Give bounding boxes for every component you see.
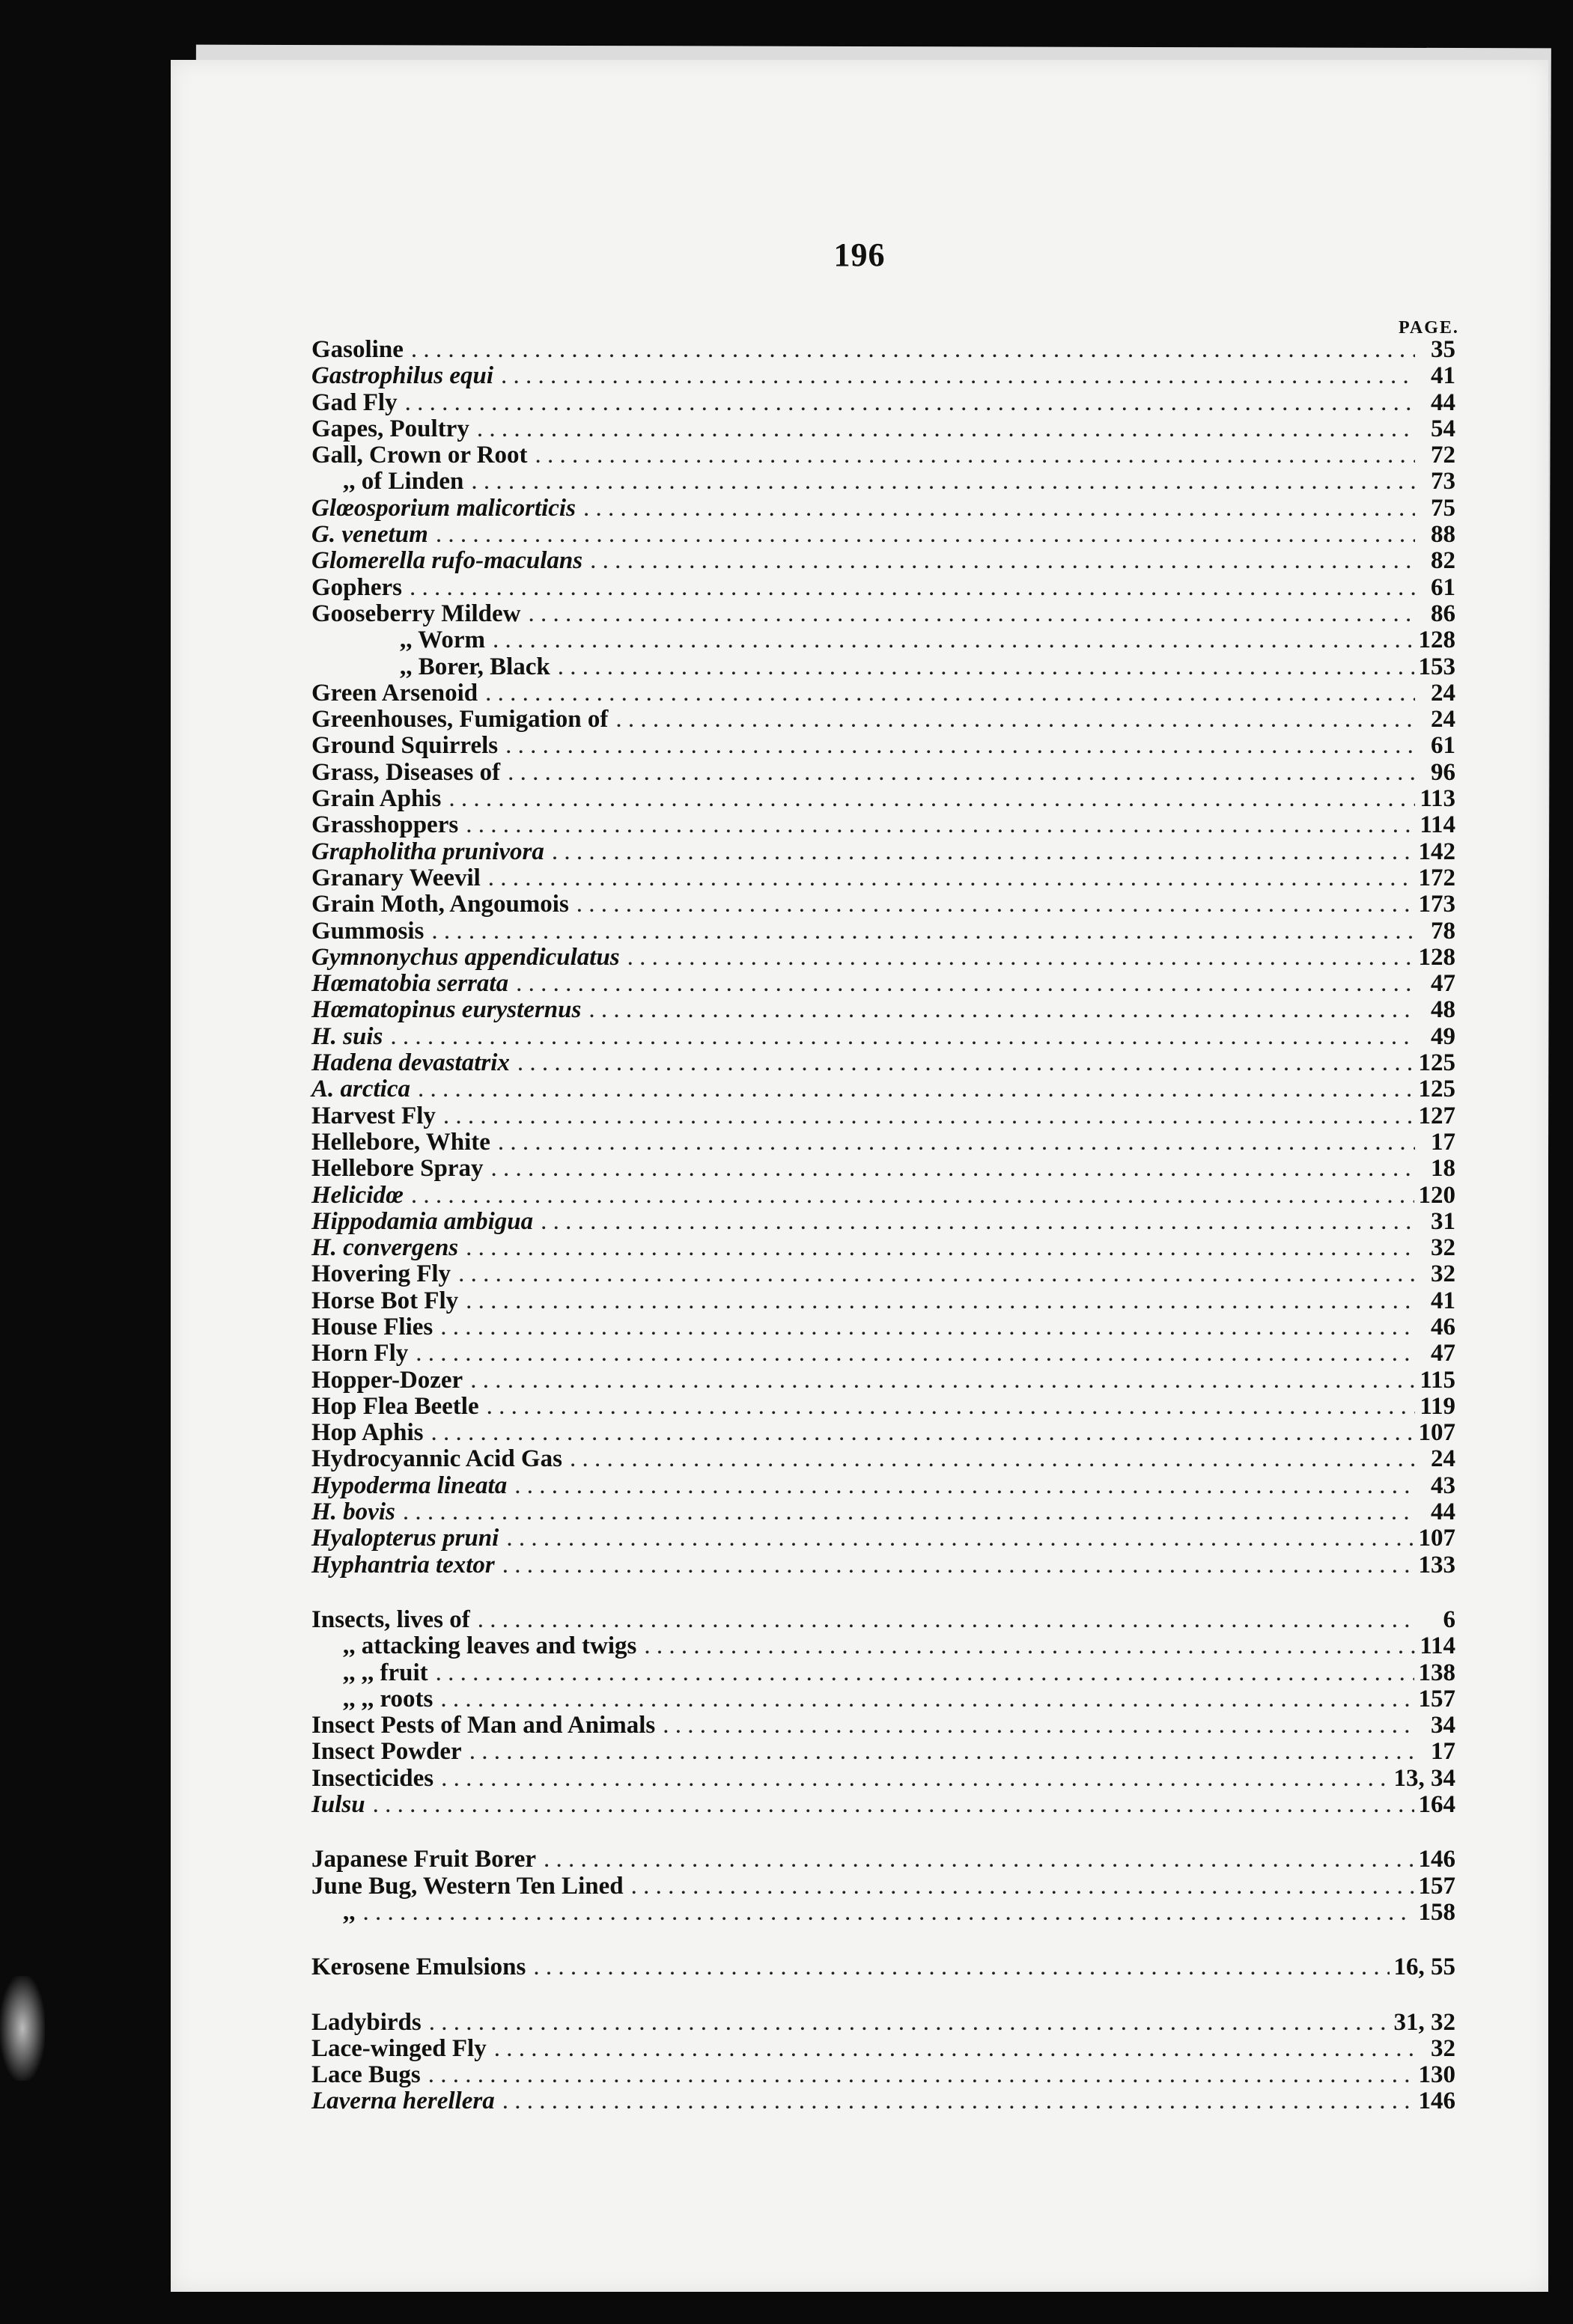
dot-leader <box>588 997 1415 1023</box>
index-entry <box>311 1900 1455 1926</box>
index-page-ref: 47 <box>1431 1340 1455 1367</box>
index-page-ref: 107 <box>1418 1419 1455 1447</box>
index-page-ref: 133 <box>1418 1551 1455 1579</box>
index-page-ref: 54 <box>1431 415 1455 442</box>
index-term: Horn Fly <box>311 1340 409 1367</box>
index-entry <box>311 1954 1455 1980</box>
dot-leader <box>505 733 1415 759</box>
dot-leader <box>428 2062 1414 2088</box>
dot-leader <box>590 548 1415 574</box>
index-page-ref: 24 <box>1431 1445 1455 1473</box>
index-entry <box>311 918 1455 945</box>
index-term: Insects, lives of <box>311 1605 470 1633</box>
index-entry <box>311 601 1455 627</box>
index-page-ref: 120 <box>1418 1181 1455 1209</box>
index-term: Hyphantria textor <box>311 1551 495 1579</box>
index-term: G. venetum <box>311 521 428 549</box>
index-page-ref: 49 <box>1431 1022 1455 1050</box>
dot-leader <box>469 1739 1415 1765</box>
dot-leader <box>570 1446 1415 1472</box>
index-term: Gastrophilus equi <box>311 362 493 390</box>
index-page-ref: 48 <box>1431 996 1455 1024</box>
index-term: ,, Borer, Black <box>400 653 550 680</box>
index-page-ref: 73 <box>1431 468 1455 495</box>
index-term: H. suis <box>311 1022 383 1050</box>
index-term: Hopper-Dozer <box>311 1366 463 1394</box>
index-page-ref: 164 <box>1418 1791 1455 1819</box>
index-entry <box>311 839 1455 865</box>
index-page-ref: 32 <box>1431 1234 1455 1262</box>
dot-leader <box>558 654 1414 680</box>
dot-leader <box>418 1076 1414 1102</box>
index-entry <box>311 442 1455 469</box>
index-term: Grain Aphis <box>311 785 442 813</box>
dot-leader <box>506 1525 1414 1552</box>
index-entry <box>311 1103 1455 1129</box>
index-term: Helicidœ <box>311 1181 404 1209</box>
index-term: Ladybirds <box>311 2008 422 2036</box>
index-page-ref: 46 <box>1431 1313 1455 1341</box>
dot-leader <box>470 1367 1415 1394</box>
index-page-ref: 113 <box>1420 785 1455 813</box>
index-entry <box>311 1288 1455 1314</box>
index-entry <box>311 416 1455 442</box>
index-page-ref: 43 <box>1431 1471 1455 1499</box>
index-term: Gymnonychus appendiculatus <box>311 943 620 971</box>
index-entry <box>311 2062 1455 2088</box>
index-entry <box>311 733 1455 759</box>
dot-leader <box>576 891 1414 918</box>
dot-leader <box>498 1129 1415 1156</box>
index-entry <box>311 1129 1455 1156</box>
dot-leader <box>502 1552 1414 1579</box>
dot-leader <box>405 390 1415 416</box>
index-term: Hop Flea Beetle <box>311 1392 479 1420</box>
dot-leader <box>487 1394 1415 1420</box>
index-page-ref: 157 <box>1418 1685 1455 1712</box>
index-page-ref: 86 <box>1431 600 1455 627</box>
index-entry <box>311 786 1455 812</box>
dot-leader <box>390 1024 1415 1050</box>
index-page-ref: 125 <box>1418 1076 1455 1103</box>
index-entry <box>311 1314 1455 1341</box>
index-term: ,, attacking leaves and twigs <box>343 1632 637 1660</box>
index-entry <box>311 812 1455 838</box>
index-entry <box>311 390 1455 416</box>
index-term: Lace Bugs <box>311 2061 421 2089</box>
index-term: Glœosporium malicorticis <box>311 494 576 522</box>
index-entry <box>311 945 1455 971</box>
index-page-ref: 125 <box>1418 1049 1455 1077</box>
dot-leader <box>440 1686 1414 1712</box>
dot-leader <box>627 945 1414 971</box>
index-entry <box>311 1660 1455 1686</box>
index-page-ref: 41 <box>1431 362 1455 390</box>
index-entry <box>311 1792 1455 1818</box>
index-page-ref: 88 <box>1431 521 1455 549</box>
index-page-ref: 61 <box>1431 732 1455 760</box>
index-page-ref: 35 <box>1431 336 1455 363</box>
index-term: H. bovis <box>311 1498 395 1526</box>
dot-leader <box>448 786 1415 812</box>
index-term: June Bug, Western Ten Lined <box>311 1872 624 1900</box>
index-entry <box>311 1686 1455 1712</box>
index-term: Hellebore, White <box>311 1128 490 1156</box>
index-term: Japanese Fruit Borer <box>311 1846 537 1873</box>
index-page-ref: 32 <box>1431 1260 1455 1288</box>
index-page-ref: 13, 34 <box>1393 1764 1455 1792</box>
dot-leader <box>458 1261 1415 1287</box>
index-page-ref: 44 <box>1431 1498 1455 1526</box>
scan-artifact <box>0 1976 45 2081</box>
index-entry <box>311 1446 1455 1472</box>
index-term: Hovering Fly <box>311 1260 451 1288</box>
index-term: Gummosis <box>311 917 425 945</box>
index-page-ref: 16, 55 <box>1393 1954 1455 1981</box>
index-term: Iulsu <box>311 1791 365 1819</box>
index-page-ref: 17 <box>1431 1128 1455 1156</box>
index-entry <box>311 1633 1455 1659</box>
index-page-ref: 34 <box>1431 1712 1455 1739</box>
index-entry <box>311 1607 1455 1633</box>
dot-leader <box>478 1607 1415 1633</box>
index-entry <box>311 1261 1455 1287</box>
dot-leader <box>436 522 1415 548</box>
index-term: Hop Aphis <box>311 1419 424 1447</box>
index-entry <box>311 1499 1455 1525</box>
index-entry <box>311 1024 1455 1050</box>
index-entry <box>311 548 1455 574</box>
index-entry <box>311 1739 1455 1765</box>
dot-leader <box>403 1499 1415 1525</box>
dot-leader <box>644 1633 1415 1659</box>
dot-leader <box>441 1766 1389 1792</box>
index-list <box>311 337 1455 2115</box>
index-term: Hyalopterus pruni <box>311 1525 499 1552</box>
dot-leader <box>663 1712 1415 1739</box>
index-entry <box>311 654 1455 680</box>
dot-leader <box>411 1183 1414 1209</box>
index-term: Hœmatopinus eurysternus <box>311 996 582 1024</box>
index-entry <box>311 1209 1455 1235</box>
dot-leader <box>440 1314 1415 1341</box>
index-term: A. arctica <box>311 1076 410 1103</box>
index-page-ref: 17 <box>1431 1738 1455 1766</box>
index-term: Greenhouses, Fumigation of <box>311 706 609 734</box>
index-page-ref: 173 <box>1418 891 1455 918</box>
index-term: ,, Worm <box>400 626 485 654</box>
index-page-ref: 32 <box>1431 2034 1455 2062</box>
index-entry <box>311 575 1455 601</box>
index-entry <box>311 1183 1455 1209</box>
index-page-ref: 41 <box>1431 1287 1455 1314</box>
index-entry <box>311 1846 1455 1873</box>
index-entry <box>311 971 1455 997</box>
dot-leader <box>416 1341 1415 1367</box>
dot-leader <box>552 839 1414 865</box>
index-page-ref: 75 <box>1431 494 1455 522</box>
index-term: Granary Weevil <box>311 864 481 891</box>
index-page-ref: 128 <box>1418 626 1455 654</box>
index-entry <box>311 2010 1455 2036</box>
index-entry <box>311 707 1455 733</box>
index-term: Grass, Diseases of <box>311 758 501 786</box>
dot-leader <box>501 363 1415 389</box>
dot-leader <box>488 865 1414 891</box>
index-term: Gall, Crown or Root <box>311 442 528 469</box>
index-page-ref: 153 <box>1418 653 1455 680</box>
index-term: Laverna herellera <box>311 2087 495 2115</box>
dot-leader <box>466 1235 1415 1261</box>
index-page-ref: 82 <box>1431 547 1455 575</box>
index-entry <box>311 469 1455 495</box>
index-entry <box>311 2036 1455 2062</box>
index-entry <box>311 627 1455 653</box>
dot-leader <box>490 1156 1415 1182</box>
dot-leader <box>431 918 1415 945</box>
index-entry <box>311 1473 1455 1499</box>
index-term: Harvest Fly <box>311 1102 436 1129</box>
dot-leader <box>443 1103 1414 1129</box>
index-entry <box>311 337 1455 363</box>
dot-leader <box>466 812 1415 838</box>
dot-leader <box>535 442 1415 469</box>
index-page-ref: 44 <box>1431 388 1455 416</box>
dot-leader <box>529 601 1415 627</box>
index-term: Grain Moth, Angoumois <box>311 891 569 918</box>
dot-leader <box>494 2036 1415 2062</box>
index-entry <box>311 1341 1455 1367</box>
index-term: Gapes, Poultry <box>311 415 469 442</box>
index-term: H. convergens <box>311 1234 459 1262</box>
index-term: ,, ,, roots <box>343 1685 433 1712</box>
index-term: ,, <box>343 1898 356 1926</box>
index-page-ref: 158 <box>1418 1898 1455 1926</box>
index-entry <box>311 1712 1455 1739</box>
dot-leader <box>411 337 1415 363</box>
index-term: Insect Powder <box>311 1738 462 1766</box>
index-page-ref: 115 <box>1420 1366 1455 1394</box>
dot-leader <box>363 1900 1414 1926</box>
dot-leader <box>514 1473 1415 1499</box>
index-page-ref: 31, 32 <box>1393 2008 1455 2036</box>
index-term: Hellebore Spray <box>311 1155 484 1183</box>
index-term: Glomerella rufo-maculans <box>311 547 583 575</box>
index-term: Hydrocyannic Acid Gas <box>311 1445 562 1473</box>
index-term: Gasoline <box>311 336 404 363</box>
page-number: 196 <box>833 237 886 273</box>
index-entry <box>311 522 1455 548</box>
index-entry <box>311 1050 1455 1076</box>
index-entry <box>311 1420 1455 1446</box>
index-page-ref: 119 <box>1420 1392 1455 1420</box>
index-entry <box>311 891 1455 918</box>
index-page-ref: 6 <box>1443 1605 1455 1633</box>
index-entry <box>311 1367 1455 1394</box>
dot-leader <box>471 469 1415 495</box>
index-entry <box>311 1156 1455 1182</box>
index-page-ref: 31 <box>1431 1207 1455 1235</box>
index-term: House Flies <box>311 1313 433 1341</box>
index-page-ref: 146 <box>1418 2087 1455 2115</box>
index-entry <box>311 997 1455 1023</box>
index-term: Hadena devastatrix <box>311 1049 510 1077</box>
index-page-ref: 114 <box>1420 811 1455 839</box>
index-page-ref: 96 <box>1431 758 1455 786</box>
dot-leader <box>436 1660 1414 1686</box>
index-page-ref: 130 <box>1418 2061 1455 2089</box>
index-entry <box>311 1394 1455 1420</box>
index-page-ref: 61 <box>1431 573 1455 601</box>
dot-leader <box>502 2088 1414 2114</box>
index-entry <box>311 1873 1455 1900</box>
dot-leader <box>533 1954 1389 1980</box>
index-term: Hippodamia ambigua <box>311 1207 534 1235</box>
index-page-ref: 18 <box>1431 1155 1455 1183</box>
index-page-ref: 47 <box>1431 970 1455 998</box>
index-page-ref: 107 <box>1418 1525 1455 1552</box>
index-entry <box>311 1552 1455 1579</box>
index-term: ,, ,, fruit <box>343 1659 428 1686</box>
dot-leader <box>631 1873 1414 1900</box>
dot-leader <box>541 1209 1415 1235</box>
index-entry <box>311 1766 1455 1792</box>
index-term: Ground Squirrels <box>311 732 499 760</box>
index-term: Hypoderma lineata <box>311 1471 508 1499</box>
index-entry <box>311 363 1455 389</box>
dot-leader <box>544 1846 1414 1873</box>
index-page-ref: 72 <box>1431 442 1455 469</box>
index-page-ref: 157 <box>1418 1872 1455 1900</box>
index-term: Gophers <box>311 573 403 601</box>
index-page-ref: 78 <box>1431 917 1455 945</box>
dot-leader <box>373 1792 1414 1818</box>
index-entry <box>311 2088 1455 2114</box>
index-term: Kerosene Emulsions <box>311 1954 526 1981</box>
index-term: Horse Bot Fly <box>311 1287 459 1314</box>
dot-leader <box>429 2010 1390 2036</box>
dot-leader <box>410 575 1415 601</box>
index-page-ref: 24 <box>1431 679 1455 707</box>
index-term: Insect Pests of Man and Animals <box>311 1712 656 1739</box>
index-term: ,, of Linden <box>343 468 464 495</box>
dot-leader <box>493 627 1414 653</box>
index-term: Green Arsenoid <box>311 679 478 707</box>
index-page-ref: 172 <box>1418 864 1455 891</box>
dot-leader <box>477 416 1415 442</box>
index-page-ref: 142 <box>1418 838 1455 865</box>
index-page-ref: 127 <box>1418 1102 1455 1129</box>
index-page-ref: 24 <box>1431 706 1455 734</box>
index-page-ref: 146 <box>1418 1846 1455 1873</box>
index-term: Insecticides <box>311 1764 434 1792</box>
index-term: Hœmatobia serrata <box>311 970 509 998</box>
index-term: Grasshoppers <box>311 811 459 839</box>
index-term: Lace-winged Fly <box>311 2034 487 2062</box>
index-page-ref: 138 <box>1418 1659 1455 1686</box>
index-entry <box>311 1076 1455 1102</box>
dot-leader <box>466 1288 1415 1314</box>
dot-leader <box>583 495 1415 522</box>
dot-leader <box>615 707 1415 733</box>
index-term: Grapholitha prunivora <box>311 838 544 865</box>
index-page <box>171 60 1548 2292</box>
index-page-ref: 128 <box>1418 943 1455 971</box>
dot-leader <box>517 1050 1414 1076</box>
index-term: Gooseberry Mildew <box>311 600 521 627</box>
dot-leader <box>508 760 1415 786</box>
page-column-header: PAGE. <box>1399 318 1459 338</box>
index-entry <box>311 1525 1455 1552</box>
dot-leader <box>516 971 1415 997</box>
index-entry <box>311 760 1455 786</box>
index-term: Gad Fly <box>311 388 398 416</box>
index-entry <box>311 680 1455 707</box>
index-entry <box>311 495 1455 522</box>
index-entry <box>311 1235 1455 1261</box>
dot-leader <box>485 680 1415 707</box>
dot-leader <box>431 1420 1414 1446</box>
index-page-ref: 114 <box>1420 1632 1455 1660</box>
index-entry <box>311 865 1455 891</box>
